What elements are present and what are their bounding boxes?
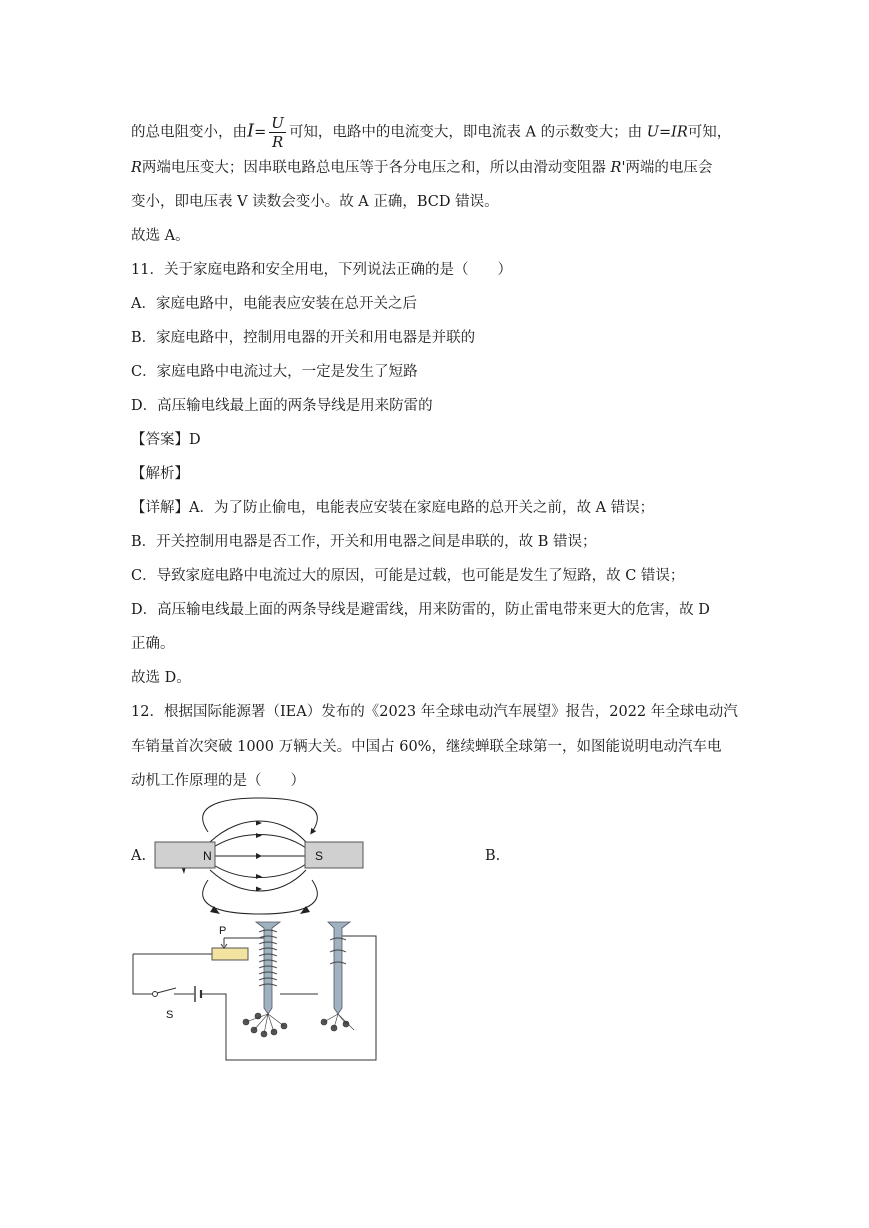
switch-s-label: S: [166, 1009, 174, 1021]
q11-option-d: D．高压输电线最上面的两条导线是用来防雷的: [131, 398, 433, 414]
q11-detail-3: C．导致家庭电路中电流过大的原因，可能是过载，也可能是发生了短路，故 C 错误；: [131, 568, 685, 584]
q12-stem-2: 车销量首次突破 1000 万辆大关。中国占 60%，继续蝉联全球第一，如图能说明电动汽车电: [131, 739, 722, 755]
magnet-n-label: N: [203, 849, 212, 863]
formula-i: I: [247, 120, 255, 142]
q10-line-2: [131, 158, 712, 178]
q12-stem-3: 动机工作原理的是（ ）: [131, 773, 305, 789]
q11-option-a: A．家庭电路中，电能表应安装在总开关之后: [131, 296, 417, 312]
q11-analysis: 【解析】: [131, 466, 189, 482]
q12-option-a-label: A.: [131, 848, 147, 864]
slider-p-label: P: [219, 925, 227, 937]
resistor-r: R: [131, 160, 142, 176]
right-tacks: [321, 1014, 354, 1031]
q12-option-b-label: B.: [485, 848, 501, 864]
q11-detail-5: 正确。: [131, 636, 175, 652]
formula-numerator: U: [271, 114, 284, 132]
q10-line-3: 变小，即电压表 V 读数会变小。故 A 正确，BCD 错误。: [131, 194, 499, 210]
formula-equals: =: [254, 124, 267, 141]
q11-answer: 【答案】D: [131, 432, 201, 448]
magnet-south: [305, 842, 363, 868]
q12-stem-1: 12．根据国际能源署（IEA）发布的《2023 年全球电动汽车展望》报告，2022 年全球电动汽: [131, 704, 738, 720]
q10-line-1: [131, 114, 731, 151]
rheostat: [212, 948, 248, 960]
q11-conclusion: 故选 D。: [131, 670, 191, 686]
left-tacks: [243, 1013, 287, 1037]
q10-text: 可知，: [687, 124, 732, 141]
electromagnet-figure: [128, 918, 388, 1068]
ohm-law: U=IR: [646, 124, 688, 141]
formula-fraction: [269, 114, 286, 151]
field-line-bottom-outer: [203, 880, 318, 914]
q10-text: 两端电压变大；因串联电路总电压等于各分电压之和，所以由滑动变阻器: [141, 160, 611, 176]
q11-option-b: B．家庭电路中，控制用电器的开关和用电器是并联的: [131, 330, 476, 346]
q11-detail-1: 【详解】A．为了防止偷电，电能表应安装在家庭电路的总开关之前，故 A 错误；: [131, 500, 655, 516]
magnet-field-figure: [150, 796, 390, 916]
q11-detail-4: D．高压输电线最上面的两条导线是避雷线，用来防雷的，防止雷电带来更大的危害，故 D: [131, 602, 710, 618]
resistor-r-prime: R': [610, 160, 626, 176]
q10-text: 可知，电路中的电流变大，即电流表 A 的示数变大；由: [288, 124, 647, 141]
magnet-s-label: S: [315, 849, 324, 863]
formula-denominator: R: [271, 133, 284, 151]
q11-stem: 11．关于家庭电路和安全用电，下列说法正确的是（ ）: [131, 262, 512, 278]
q10-text: 的总电阻变小，由: [131, 124, 247, 141]
q10-conclusion: 故选 A。: [131, 228, 190, 244]
field-line-top-outer: [203, 798, 318, 832]
q10-text: 两端的电压会: [625, 160, 713, 176]
q11-detail-2: B．开关控制用电器是否工作，开关和用电器之间是串联的，故 B 错误；: [131, 534, 597, 550]
q11-option-c: C．家庭电路中电流过大，一定是发生了短路: [131, 364, 418, 380]
